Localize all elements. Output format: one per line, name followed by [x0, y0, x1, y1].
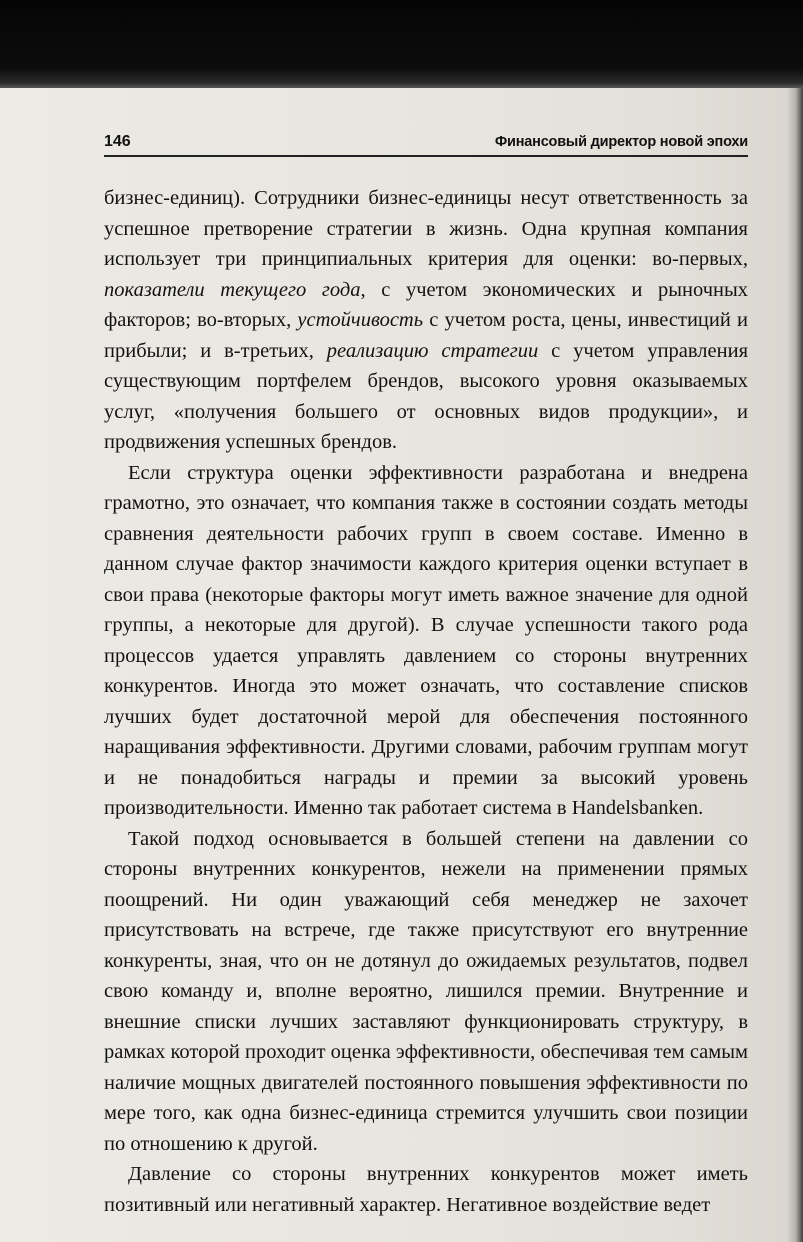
page-edge-shadow: [787, 88, 803, 1242]
emphasis-sustainability: устойчивость: [297, 309, 424, 331]
book-title: Финансовый директор новой эпохи: [494, 134, 748, 150]
emphasis-current-year: показатели текущего года: [104, 278, 361, 301]
paragraph-1-text-a: бизнес-единиц). Сотрудники бизнес-единицы несут ответственность за успешное претворение стратегии в жизнь. Одна крупная компания использует три принципиальных критерия для оценки: во-первых,: [104, 187, 748, 270]
paragraph-1-text-d: с учетом управления существующим портфелем брендов, высокого уровня оказываемых услуг, «получения большего от основных видов продукции», и продвижения успешных брендов.: [104, 339, 748, 453]
paragraph-3: Такой подход основывается в большей степени на давлении со стороны внутренних конкурентов, нежели на применении прямых поощрений. Ни один уважающий себя менеджер не захочет присутствовать на встрече, где также присутствуют его внутренние конкуренты, зная, что он не дотянул до ожидаемых результатов, подвел свою команду и, вполне вероятно, лишился премии. Внутренние и внешние списки лучших заставляют функционировать структуру, в рамках которой проходит оценка эффективности, обеспечивая тем самым наличие мощных двигателей постоянного повышения эффективности по мере того, как одна бизнес-единица стремится улучшить свои позиции по отношению к другой.: [104, 827, 748, 1155]
paragraph-2: Если структура оценки эффективности разработана и внедрена грамотно, это означает, что компания также в состоянии создать методы сравнения деятельности рабочих групп в своем составе. Именно в данном случае фактор значимости каждого критерия оценки вступает в свои права (некоторые факторы могут иметь важное значение для одной группы, а некоторые для другой). В случае успешности такого рода процессов удается управлять давлением со стороны внутренних конкурентов. Иногда это может означать, что составление списков лучших будет достаточной мерой для обеспечения постоянного наращивания эффективности. Другими словами, рабочим группам могут и не понадобиться награды и премии за высокий уровень производительности. Именно так работает система в Handelsbanken.: [104, 461, 748, 819]
scan-dark-band: [0, 0, 803, 90]
paragraph-1: [104, 183, 748, 458]
running-head: [104, 131, 748, 157]
paragraph-1-text-c: с учетом роста, цены, инвестиций и прибыли; и в-третьих,: [104, 309, 749, 362]
header-rule: [104, 155, 748, 157]
body-text: [104, 183, 748, 1220]
emphasis-strategy: реализацию стратегии: [326, 339, 539, 362]
paragraph-4: Давление со стороны внутренних конкурентов может иметь позитивный или негативный характер. Негативное воздействие ведет: [104, 1163, 748, 1216]
paragraph-1-text-b: , с учетом экономических и рыночных факторов; во-вторых,: [104, 278, 748, 331]
page-number: 146: [104, 133, 131, 150]
